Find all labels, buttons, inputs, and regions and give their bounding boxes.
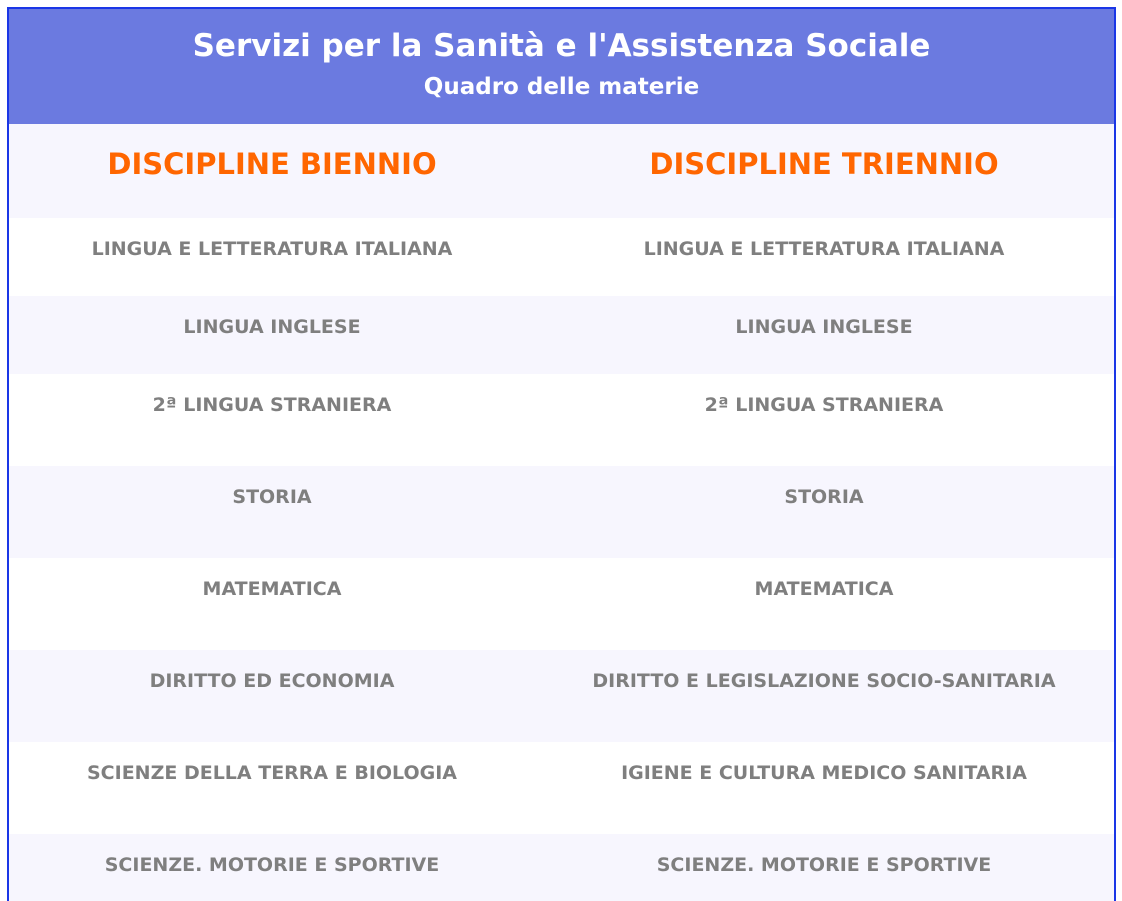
subject-triennio: LINGUA INGLESE — [735, 316, 913, 338]
table-row — [9, 834, 1114, 901]
subject-biennio: DIRITTO ED ECONOMIA — [149, 670, 395, 692]
table-row — [9, 650, 1114, 742]
page-subtitle: Quadro delle materie — [423, 74, 700, 100]
subjects-panel — [7, 7, 1116, 901]
subject-triennio: 2ª LINGUA STRANIERA — [704, 394, 944, 416]
table-row — [9, 218, 1114, 296]
subject-triennio: DIRITTO E LEGISLAZIONE SOCIO-SANITARIA — [592, 670, 1056, 692]
column-heading-biennio: DISCIPLINE BIENNIO — [107, 147, 437, 181]
table-row — [9, 742, 1114, 834]
subject-triennio: IGIENE E CULTURA MEDICO SANITARIA — [621, 762, 1027, 784]
page-title: Servizi per la Sanità e l'Assistenza Sociale — [192, 28, 931, 64]
table-row — [9, 374, 1114, 466]
table-row — [9, 466, 1114, 558]
subject-biennio: SCIENZE. MOTORIE E SPORTIVE — [104, 854, 440, 876]
subject-biennio: LINGUA INGLESE — [183, 316, 361, 338]
subject-triennio: STORIA — [784, 486, 864, 508]
subject-triennio: SCIENZE. MOTORIE E SPORTIVE — [656, 854, 992, 876]
column-heading-triennio: DISCIPLINE TRIENNIO — [649, 147, 999, 181]
subject-triennio: MATEMATICA — [754, 578, 894, 600]
table-row — [9, 296, 1114, 374]
panel-header — [9, 9, 1114, 124]
subject-biennio: SCIENZE DELLA TERRA E BIOLOGIA — [87, 762, 457, 784]
subject-biennio: 2ª LINGUA STRANIERA — [152, 394, 392, 416]
table-row — [9, 558, 1114, 650]
subject-triennio: LINGUA E LETTERATURA ITALIANA — [643, 238, 1005, 260]
column-header-row — [9, 124, 1114, 218]
subject-biennio: LINGUA E LETTERATURA ITALIANA — [91, 238, 453, 260]
subject-biennio: MATEMATICA — [202, 578, 342, 600]
subject-biennio: STORIA — [232, 486, 312, 508]
